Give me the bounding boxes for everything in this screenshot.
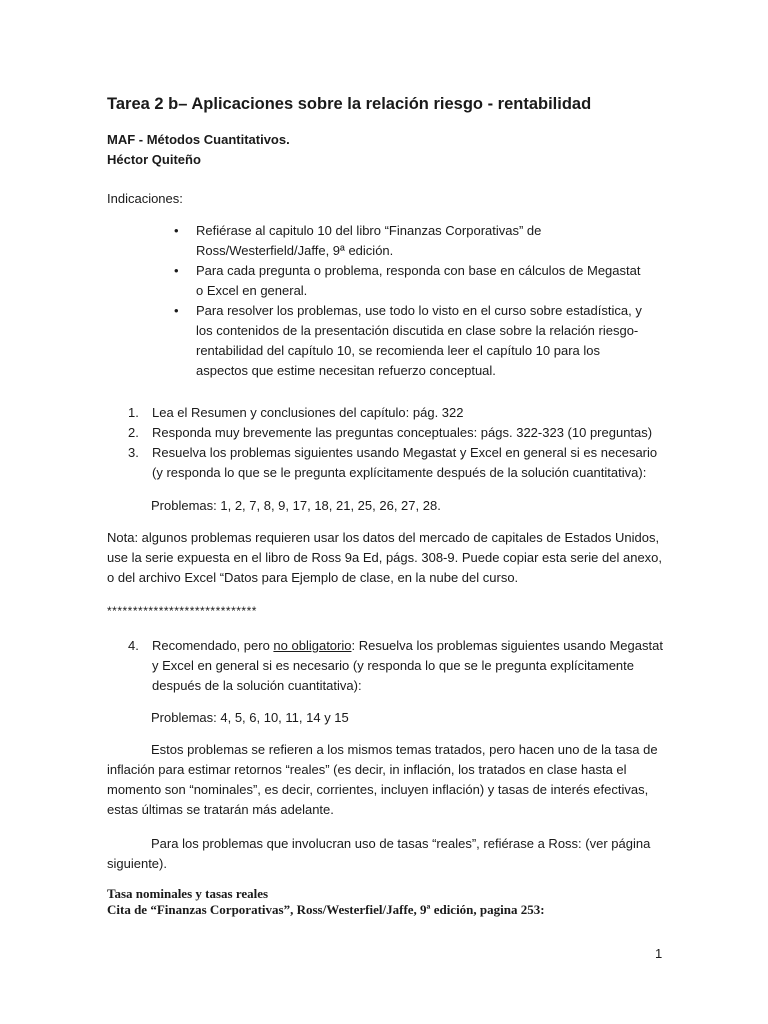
separator: ***************************** <box>107 604 257 618</box>
optional-task-list <box>128 636 668 696</box>
list-item <box>128 636 668 696</box>
list-item <box>128 443 668 483</box>
note-paragraph: Nota: algunos problemas requieren usar los datos del mercado de capitales de Estados Unidos, use la serie expuesta en el libro de Ross 9a Ed, págs. 308-9. Puede copiar esta serie del anexo, o del archivo Excel “Datos para Ejemplo de clase, en la nube del curso. <box>107 530 663 585</box>
reference-paragraph: Para los problemas que involucran uso de tasas “reales”, refiérase a Ross: (ver página siguiente). <box>107 836 651 871</box>
author-name: Héctor Quiteño <box>107 152 201 167</box>
item-text: Resuelva los problemas siguientes usando Megastat y Excel en general si es necesario (y responda lo que se le pregunta explícitamente después de la solución cuantitativa): <box>152 445 658 480</box>
indications-label: Indicaciones: <box>107 191 183 206</box>
indications-list <box>170 221 650 381</box>
task-list <box>128 403 668 483</box>
item-number: 4. <box>128 638 139 653</box>
item-number: 1. <box>128 405 139 420</box>
list-item <box>170 301 650 381</box>
bullet-text: Refiérase al capitulo 10 del libro “Finanzas Corporativas” de Ross/Westerfield/Jaffe, 9ª edición. <box>196 223 542 258</box>
bullet-text: Para cada pregunta o problema, responda con base en cálculos de Megastat o Excel en general. <box>196 263 641 298</box>
bullet-text: Para resolver los problemas, use todo lo visto en el curso sobre estadística, y los contenidos de la presentación discutida en clase sobre la relación riesgo-rentabilidad del capítulo 10, se recomienda leer el capítulo 10 para los aspectos que estime necesitan refuerzo conceptual. <box>196 303 642 378</box>
explanation-paragraph: Estos problemas se refieren a los mismos temas tratados, pero hacen uno de la tasa de inflación para estimar retornos “reales” (es decir, in inflación, los tratados en clase hasta el momento son “nominales”, es decir, corrientes, incluyen inflación) y tasas de interés efectivas, estas últimas se tratarán más adelante. <box>107 742 658 817</box>
list-item <box>170 221 650 261</box>
bullet-icon: • <box>174 263 179 278</box>
item-text: : Resuelva los problemas siguientes usando Megastat y Excel en general si es necesario (y responda lo que se le pregunta explícitamente después de la solución cuantitativa): <box>152 638 663 693</box>
document-title: Tarea 2 b– Aplicaciones sobre la relación riesgo - rentabilidad <box>107 95 592 113</box>
item-text: Responda muy brevemente las preguntas conceptuales: págs. 322-323 (10 preguntas) <box>152 425 653 440</box>
item-prefix: Recomendado, pero <box>152 638 274 653</box>
list-item <box>128 423 668 443</box>
citation-heading: Cita de “Finanzas Corporativas”, Ross/Westerfiel/Jaffe, 9ª edición, pagina 253: <box>107 902 545 917</box>
item-number: 2. <box>128 425 139 440</box>
page-number: 1 <box>655 946 663 961</box>
item-emphasis: no obligatorio <box>273 638 352 653</box>
problems-optional: Problemas: 4, 5, 6, 10, 11, 14 y 15 <box>151 710 349 725</box>
section-subheading: Tasa nominales y tasas reales <box>107 886 269 901</box>
bullet-icon: • <box>174 223 179 238</box>
list-item <box>128 403 668 423</box>
course-name: MAF - Métodos Cuantitativos. <box>107 132 290 147</box>
item-number: 3. <box>128 445 139 460</box>
problems-required: Problemas: 1, 2, 7, 8, 9, 17, 18, 21, 25, 26, 27, 28. <box>151 498 441 513</box>
item-text: Lea el Resumen y conclusiones del capítulo: pág. 322 <box>152 405 464 420</box>
list-item <box>170 261 650 301</box>
bullet-icon: • <box>174 303 179 318</box>
